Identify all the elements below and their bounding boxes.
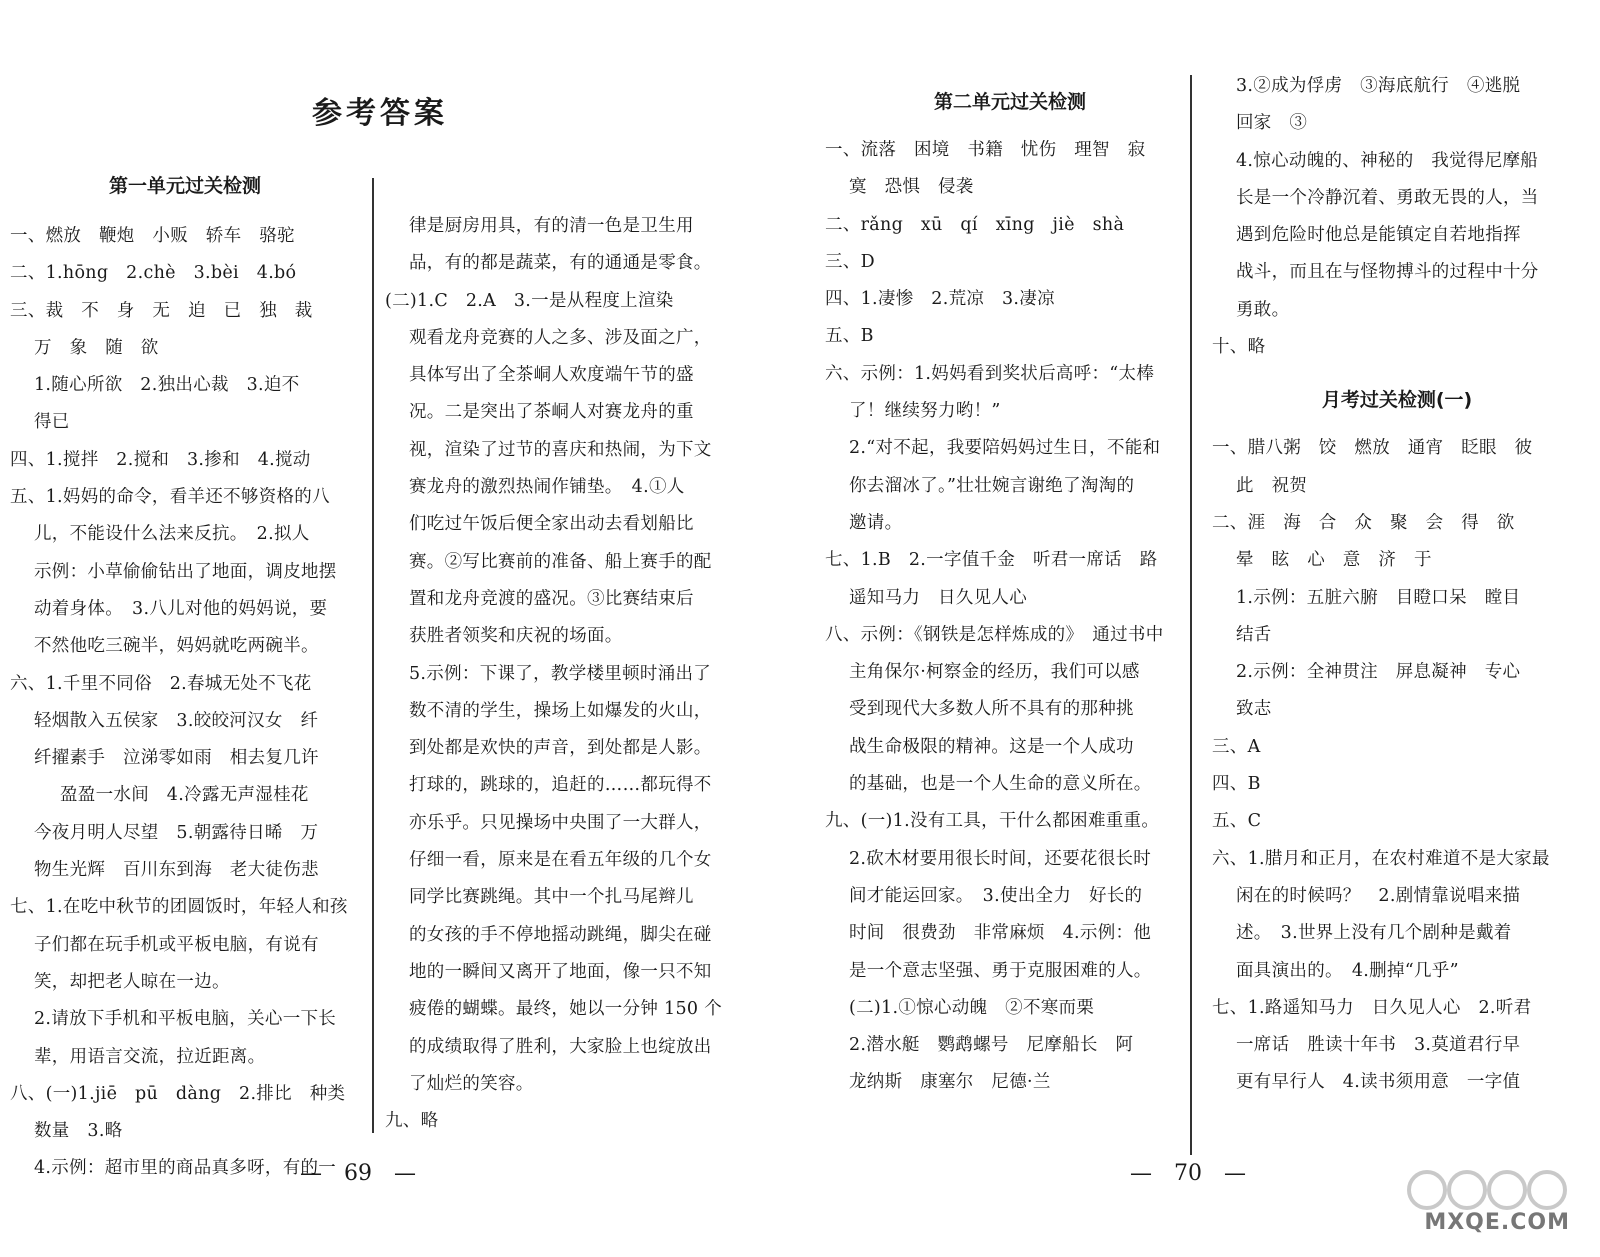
answer-line: 品，有的都是蔬菜，有的通通是零食。 bbox=[409, 253, 712, 274]
answer-line: 5.示例：下课了，教学楼里顿时涌出了 bbox=[409, 663, 712, 684]
answer-line: 五、1.妈妈的命令，看羊还不够资格的八 bbox=[10, 487, 330, 508]
answer-line: 八、(一)1.jiē pū dàng 2.排比 种类 bbox=[10, 1083, 346, 1104]
answer-line: 2.潜水艇 鹦鹉螺号 尼摩船长 阿 bbox=[849, 1035, 1134, 1056]
answer-line: 打球的，跳球的，追赶的……都玩得不 bbox=[409, 775, 712, 796]
answer-line: 是一个意志坚强、勇于克服困难的人。 bbox=[849, 960, 1152, 981]
answer-line: 同学比赛跳绳。其中一个扎马尾辫儿 bbox=[409, 887, 694, 908]
answer-line: 2.砍木材要用很长时间，还要花很长时 bbox=[849, 848, 1152, 869]
answer-line: 仔细一看，原来是在看五年级的几个女 bbox=[409, 850, 712, 871]
answer-line: 五、B bbox=[825, 326, 874, 347]
right-page bbox=[800, 0, 1600, 1257]
answer-line: 纤擢素手 泣涕零如雨 相去复几许 bbox=[34, 748, 319, 769]
answer-line: 三、裁 不 身 无 迫 已 独 裁 bbox=[10, 300, 313, 321]
answer-line: 数不清的学生，操场上如爆发的火山， bbox=[409, 700, 712, 721]
answer-line: 2.请放下手机和平板电脑，关心一下长 bbox=[34, 1009, 337, 1030]
answer-line: 物生光辉 百川东到海 老大徒伤悲 bbox=[34, 860, 319, 881]
answer-line: 二、涯 海 合 众 聚 会 得 欲 bbox=[1212, 512, 1515, 533]
answer-line: 回家 ③ bbox=[1236, 113, 1308, 134]
answer-line: 十、略 bbox=[1212, 337, 1266, 358]
answer-line: 受到现代大多数人所不具有的那种挑 bbox=[849, 699, 1134, 720]
answer-line: 赛。②写比赛前的准备、船上赛手的配 bbox=[409, 551, 712, 572]
answer-lines bbox=[1212, 68, 1582, 366]
answer-line: 闲在的时候吗？ 2.剧情靠说唱来描 bbox=[1236, 885, 1521, 906]
answer-line: 子们都在玩手机或平板电脑，有说有 bbox=[34, 934, 319, 955]
page-number-left: — 69 — bbox=[300, 1161, 416, 1186]
answer-line: 一、腊八粥 饺 燃放 通宵 眨眼 彼 bbox=[1212, 438, 1533, 459]
right-column-2 bbox=[1212, 68, 1582, 1102]
answer-line: 此 祝贺 bbox=[1236, 475, 1308, 496]
answer-line: 的女孩的手不停地摇动跳绳，脚尖在碰 bbox=[409, 924, 712, 945]
answer-line: 二、1.hōng 2.chè 3.bèi 4.bó bbox=[10, 263, 297, 284]
answer-line: 1.示例：五脏六腑 目瞪口呆 瞠目 bbox=[1236, 587, 1521, 608]
answer-line: 获胜者领奖和庆祝的场面。 bbox=[409, 626, 623, 647]
answer-line: 不然他吃三碗半，妈妈就吃两碗半。 bbox=[34, 636, 319, 657]
answer-line: 三、A bbox=[1212, 736, 1261, 757]
answer-line: 地的一瞬间又离开了地面，像一只不知 bbox=[409, 961, 712, 982]
answer-line: 寞 恐惧 侵袭 bbox=[849, 177, 974, 198]
answer-line: 龙纳斯 康塞尔 尼德·兰 bbox=[849, 1072, 1051, 1093]
answer-line: 间才能运回家。 3.使出全力 好长的 bbox=[849, 885, 1143, 906]
answer-line: 3.②成为俘虏 ③海底航行 ④逃脱 bbox=[1236, 76, 1521, 96]
answer-line: 轻烟散入五侯家 3.皎皎河汉女 纤 bbox=[34, 710, 319, 731]
page-title: 参考答案 bbox=[312, 96, 448, 131]
answer-line: 况。二是突出了茶峒人对赛龙舟的重 bbox=[409, 402, 694, 423]
answer-line: 盈盈一水间 4.冷露无声湿桂花 bbox=[60, 785, 309, 806]
answer-line: 4.示例：超市里的商品真多呀，有的一 bbox=[34, 1158, 337, 1179]
answer-line: (二)1.C 2.A 3.一是从程度上渲染 bbox=[385, 290, 674, 311]
answer-line: 一、流落 困境 书籍 忧伤 理智 寂 bbox=[825, 140, 1146, 160]
answer-line: (二)1.①惊心动魄 ②不寒而栗 bbox=[849, 997, 1095, 1018]
answer-line: 示例：小草偷偷钻出了地面，调皮地摆 bbox=[34, 561, 337, 582]
answer-line: 视，渲染了过节的喜庆和热闹，为下文 bbox=[409, 439, 712, 460]
left-column-2 bbox=[385, 208, 745, 1140]
answer-line: 笑，却把老人晾在一边。 bbox=[34, 971, 230, 992]
answer-line: 四、1.搅拌 2.搅和 3.掺和 4.搅动 bbox=[10, 449, 311, 470]
answer-line: 邀请。 bbox=[849, 512, 903, 533]
answer-line: 了灿烂的笑容。 bbox=[409, 1073, 534, 1094]
answer-line: 赛龙舟的激烈热闹作铺垫。 4.①人 bbox=[409, 477, 685, 498]
answer-line: 九、略 bbox=[385, 1111, 439, 1132]
answer-line: 1.随心所欲 2.独出心裁 3.迫不 bbox=[34, 375, 300, 396]
answer-line: 三、D bbox=[825, 251, 875, 272]
answer-line: 六、1.千里不同俗 2.春城无处不飞花 bbox=[10, 673, 312, 694]
answer-lines bbox=[825, 132, 1195, 1102]
answer-line: 九、(一)1.没有工具，干什么都困难重重。 bbox=[825, 811, 1160, 832]
page-number-right: — 70 — bbox=[1130, 1161, 1246, 1186]
answer-line: 长是一个冷静沉着、勇敢无畏的人，当 bbox=[1236, 187, 1539, 208]
answer-line: 律是厨房用具，有的清一色是卫生用 bbox=[409, 216, 694, 236]
answer-line: 了！继续努力哟！” bbox=[849, 401, 1001, 422]
answer-line: 数量 3.略 bbox=[34, 1121, 123, 1142]
answer-line: 2.示例：全神贯注 屏息凝神 专心 bbox=[1236, 662, 1521, 683]
answer-line: 述。 3.世界上没有几个剧种是戴着 bbox=[1236, 923, 1512, 944]
answer-line: 勇敢。 bbox=[1236, 299, 1290, 320]
section-heading-unit1: 第一单元过关检测 bbox=[108, 175, 261, 197]
answer-line: 2.“对不起，我要陪妈妈过生日，不能和 bbox=[849, 438, 1161, 459]
answer-line: 六、示例：1.妈妈看到奖状后高呼：“太棒 bbox=[825, 363, 1155, 384]
answer-line: 到处都是欢快的声音，到处都是人影。 bbox=[409, 738, 712, 759]
answer-line: 万 象 随 欲 bbox=[34, 337, 159, 358]
answer-line: 六、1.腊月和正月，在农村难道不是大家最 bbox=[1212, 848, 1550, 869]
answer-line: 七、1.B 2.一字值千金 听君一席话 路 bbox=[825, 550, 1158, 571]
answer-line: 致志 bbox=[1236, 699, 1272, 720]
answer-line: 七、1.在吃中秋节的团圆饭时，年轻人和孩 bbox=[10, 897, 348, 918]
answer-line: 战生命极限的精神。这是一个人成功 bbox=[849, 736, 1134, 757]
answer-lines bbox=[1212, 430, 1582, 1101]
answer-line: 四、B bbox=[1212, 774, 1261, 795]
column-divider bbox=[372, 178, 374, 1133]
answer-line: 四、1.凄惨 2.荒凉 3.凄凉 bbox=[825, 289, 1055, 310]
answer-line: 七、1.路遥知马力 日久见人心 2.听君 bbox=[1212, 997, 1532, 1018]
answer-line: 的基础，也是一个人生命的意义所在。 bbox=[849, 774, 1152, 795]
answer-line: 置和龙舟竞渡的盛况。③比赛结束后 bbox=[409, 588, 694, 609]
answer-lines bbox=[385, 208, 745, 1140]
answer-line: 的成绩取得了胜利，大家脸上也绽放出 bbox=[409, 1036, 712, 1057]
answer-line: 遇到危险时他总是能镇定自若地指挥 bbox=[1236, 225, 1521, 246]
answer-line: 儿，不能设什么法来反抗。 2.拟人 bbox=[34, 524, 310, 545]
column-divider bbox=[1190, 75, 1192, 1155]
answer-line: 主角保尔·柯察金的经历，我们可以感 bbox=[849, 662, 1140, 683]
right-column-1 bbox=[825, 76, 1195, 1102]
watermark-text: MXQE.COM bbox=[1424, 1210, 1570, 1235]
answer-line: 一、燃放 鞭炮 小贩 轿车 骆驼 bbox=[10, 226, 295, 246]
section-heading-monthly: 月考过关检测(一) bbox=[1321, 389, 1473, 412]
answer-line: 们吃过午饭后便全家出动去看划船比 bbox=[409, 514, 694, 535]
answer-lines bbox=[10, 218, 360, 1188]
answer-line: 今夜月明人尽望 5.朝露待日晞 万 bbox=[34, 822, 319, 843]
answer-line: 晕 眩 心 意 济 于 bbox=[1236, 550, 1432, 571]
answer-line: 二、rǎng xū qí xīng jiè shà bbox=[825, 214, 1125, 235]
answer-line: 具体写出了全茶峒人欢度端午节的盛 bbox=[409, 365, 694, 386]
left-column-1 bbox=[10, 160, 360, 1188]
answer-line: 遥知马力 日久见人心 bbox=[849, 587, 1027, 608]
answer-line: 观看龙舟竞赛的人之多、涉及面之广， bbox=[409, 327, 712, 348]
answer-line: 更有早行人 4.读书须用意 一字值 bbox=[1236, 1072, 1521, 1093]
answer-line: 时间 很费劲 非常麻烦 4.示例：他 bbox=[849, 923, 1152, 944]
answer-line: 辈，用语言交流，拉近距离。 bbox=[34, 1046, 266, 1067]
answer-line: 一席话 胜读十年书 3.莫道君行早 bbox=[1236, 1035, 1521, 1056]
answer-line: 结舌 bbox=[1236, 624, 1272, 645]
answer-line: 亦乐乎。只见操场中央围了一大群人， bbox=[409, 812, 712, 833]
section-heading-unit2: 第二单元过关检测 bbox=[933, 91, 1086, 113]
answer-line: 你去溜冰了。”壮壮婉言谢绝了淘淘的 bbox=[849, 475, 1135, 496]
answer-line: 动着身体。 3.八儿对他的妈妈说，要 bbox=[34, 598, 328, 619]
answer-line: 得已 bbox=[34, 412, 70, 433]
answer-line: 五、C bbox=[1212, 811, 1262, 832]
answer-line: 疲倦的蝴蝶。最终，她以一分钟 150 个 bbox=[409, 999, 723, 1020]
answer-line: 战斗，而且在与怪物搏斗的过程中十分 bbox=[1236, 262, 1539, 283]
answer-line: 八、示例：《钢铁是怎样炼成的》 通过书中 bbox=[825, 624, 1164, 645]
answer-line: 面具演出的。 4.删掉“几乎” bbox=[1236, 960, 1459, 981]
answer-line: 4.惊心动魄的、神秘的 我觉得尼摩船 bbox=[1236, 150, 1539, 171]
